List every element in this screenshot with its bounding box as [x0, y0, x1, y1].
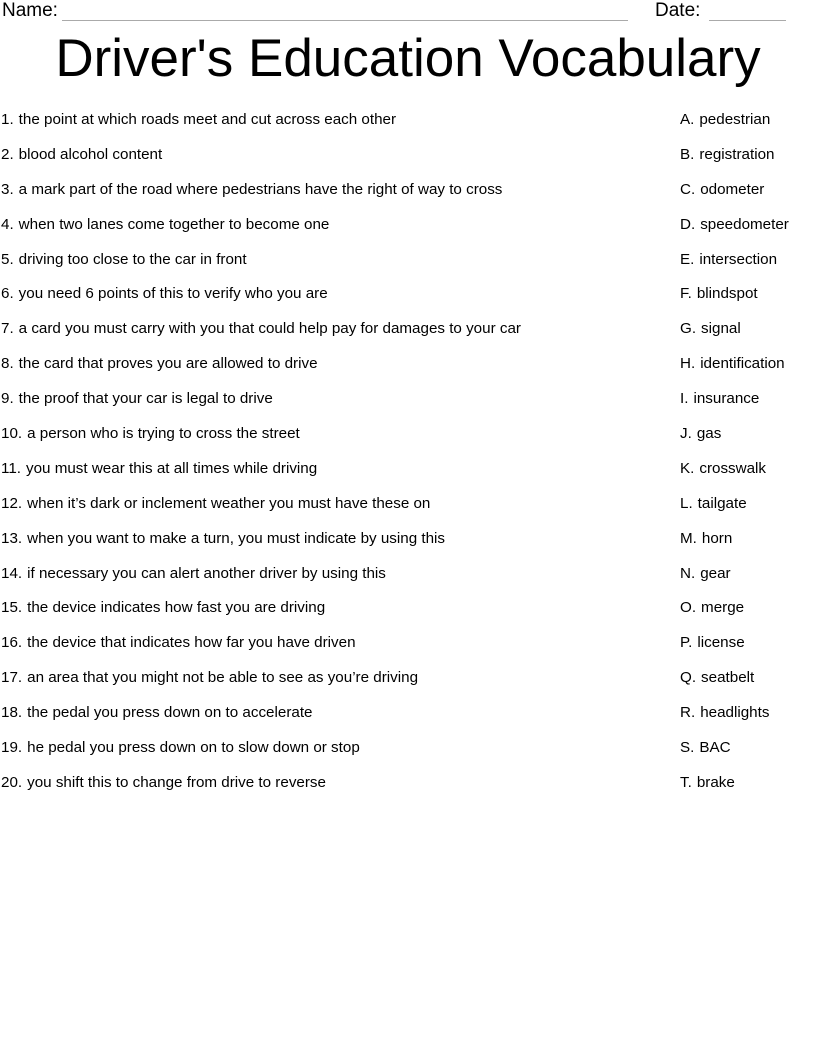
- word-bank-item: [680, 738, 815, 773]
- word-bank-letter: T.: [680, 773, 692, 791]
- clue-number: 7.: [1, 320, 14, 338]
- clues-list: [1, 110, 673, 808]
- word-bank-item: [680, 598, 815, 633]
- clue-item: [1, 180, 673, 215]
- clue-number: 8.: [1, 355, 14, 373]
- clue-text: the point at which roads meet and cut across each other: [18, 111, 397, 128]
- clue-text: the device indicates how fast you are driving: [27, 599, 326, 617]
- clue-item: [1, 354, 673, 389]
- clue-text: you shift this to change from drive to reverse: [27, 773, 326, 791]
- word-bank-item: [680, 180, 815, 215]
- word-bank-word: license: [697, 634, 745, 652]
- date-blank-line: [709, 5, 786, 21]
- clue-item: [1, 319, 673, 354]
- clue-item: [1, 215, 673, 250]
- clue-item: [1, 250, 673, 285]
- clue-number: 12.: [1, 494, 23, 512]
- clue-number: 3.: [1, 180, 14, 198]
- word-bank-letter: G.: [680, 320, 697, 338]
- clue-number: 18.: [1, 704, 23, 722]
- clue-number: 1.: [1, 111, 14, 128]
- clue-text: the proof that your car is legal to drive: [18, 390, 273, 408]
- word-bank-word: intersection: [699, 250, 778, 268]
- word-bank-letter: K.: [680, 459, 695, 477]
- word-bank-word: horn: [701, 529, 733, 547]
- word-bank-word: merge: [701, 599, 745, 617]
- clue-number: 14.: [1, 564, 23, 582]
- clue-item: [1, 738, 673, 773]
- clue-item: [1, 389, 673, 424]
- clue-text: when you want to make a turn, you must indicate by using this: [27, 529, 446, 547]
- clue-number: 2.: [1, 145, 14, 163]
- word-bank-letter: E.: [680, 250, 695, 268]
- word-bank-item: [680, 424, 815, 459]
- word-bank-word: blindspot: [696, 285, 758, 303]
- word-bank-word: signal: [701, 320, 741, 338]
- clue-text: the pedal you press down on to accelerate: [27, 704, 313, 722]
- word-bank-letter: H.: [680, 355, 696, 373]
- word-bank-word: identification: [700, 355, 785, 373]
- clue-text: driving too close to the car in front: [18, 250, 247, 268]
- word-bank-item: [680, 529, 815, 564]
- word-bank-item: [680, 773, 815, 808]
- clue-item: [1, 494, 673, 529]
- clue-number: 10.: [1, 425, 23, 443]
- clue-number: 6.: [1, 285, 14, 303]
- word-bank-item: [680, 319, 815, 354]
- clue-text: if necessary you can alert another driver by using this: [27, 564, 386, 582]
- clue-number: 13.: [1, 529, 23, 547]
- word-bank-letter: B.: [680, 145, 695, 163]
- clue-text: a person who is trying to cross the street: [27, 425, 300, 443]
- page-title: Driver's Education Vocabulary: [55, 29, 761, 88]
- clue-number: 4.: [1, 215, 14, 233]
- clue-text: a card you must carry with you that could help pay for damages to your car: [18, 320, 521, 338]
- word-bank-item: [680, 494, 815, 529]
- clue-number: 15.: [1, 599, 23, 617]
- word-bank-item: [680, 284, 815, 319]
- clue-text: the device that indicates how far you have driven: [27, 634, 356, 652]
- word-bank-letter: A.: [680, 111, 695, 128]
- word-bank-item: [680, 633, 815, 668]
- clue-item: [1, 110, 673, 145]
- clue-item: [1, 529, 673, 564]
- clue-number: 16.: [1, 634, 23, 652]
- clue-item: [1, 773, 673, 808]
- word-bank-letter: L.: [680, 494, 693, 512]
- clue-text: a mark part of the road where pedestrians have the right of way to cross: [18, 180, 503, 198]
- clue-item: [1, 424, 673, 459]
- clue-number: 19.: [1, 739, 23, 757]
- word-bank-word: tailgate: [697, 494, 747, 512]
- word-bank-word: pedestrian: [699, 111, 771, 128]
- clue-number: 11.: [1, 459, 21, 477]
- clue-text: an area that you might not be able to see as you’re driving: [27, 669, 419, 687]
- clue-item: [1, 145, 673, 180]
- word-bank-letter: Q.: [680, 669, 697, 687]
- word-bank-letter: C.: [680, 180, 696, 198]
- clue-item: [1, 459, 673, 494]
- word-bank-item: [680, 110, 815, 145]
- word-bank-word: registration: [699, 145, 775, 163]
- clue-item: [1, 598, 673, 633]
- clue-text: when two lanes come together to become one: [18, 215, 330, 233]
- word-bank-word: speedometer: [700, 215, 789, 233]
- word-bank-letter: R.: [680, 704, 696, 722]
- word-bank-word: gas: [696, 425, 722, 443]
- name-blank-line: [62, 5, 628, 21]
- clue-item: [1, 633, 673, 668]
- word-bank-word: seatbelt: [701, 669, 755, 687]
- word-bank-letter: I.: [680, 390, 689, 408]
- name-label: Name:: [2, 0, 58, 21]
- word-bank-word: odometer: [700, 180, 765, 198]
- clue-text: blood alcohol content: [18, 145, 163, 163]
- clue-item: [1, 284, 673, 319]
- word-bank-item: [680, 459, 815, 494]
- clue-item: [1, 703, 673, 738]
- word-bank-item: [680, 145, 815, 180]
- word-bank-letter: S.: [680, 739, 695, 757]
- word-bank-item: [680, 389, 815, 424]
- word-bank-word: brake: [696, 773, 735, 791]
- word-bank-item: [680, 564, 815, 599]
- clue-number: 5.: [1, 250, 14, 268]
- clue-item: [1, 564, 673, 599]
- word-bank-letter: J.: [680, 425, 692, 443]
- clue-number: 17.: [1, 669, 23, 687]
- word-bank-letter: D.: [680, 215, 696, 233]
- clue-item: [1, 668, 673, 703]
- word-bank-list: [680, 110, 815, 808]
- word-bank-letter: M.: [680, 529, 697, 547]
- word-bank-word: headlights: [700, 704, 770, 722]
- date-label: Date:: [655, 0, 701, 21]
- word-bank-word: gear: [700, 564, 731, 582]
- clue-text: when it’s dark or inclement weather you must have these on: [27, 494, 431, 512]
- word-bank-word: insurance: [693, 390, 760, 408]
- word-bank-letter: N.: [680, 564, 696, 582]
- clue-text: you must wear this at all times while driving: [26, 459, 318, 477]
- word-bank-item: [680, 703, 815, 738]
- word-bank-item: [680, 354, 815, 389]
- clue-text: you need 6 points of this to verify who you are: [18, 285, 328, 303]
- word-bank-item: [680, 250, 815, 285]
- clue-number: 20.: [1, 773, 23, 791]
- clue-text: he pedal you press down on to slow down or stop: [27, 739, 360, 757]
- word-bank-letter: O.: [680, 599, 697, 617]
- clue-number: 9.: [1, 390, 14, 408]
- clue-text: the card that proves you are allowed to drive: [18, 355, 318, 373]
- word-bank-word: BAC: [699, 739, 731, 757]
- word-bank-word: crosswalk: [699, 459, 767, 477]
- word-bank-item: [680, 215, 815, 250]
- word-bank-item: [680, 668, 815, 703]
- word-bank-letter: P.: [680, 634, 693, 652]
- word-bank-letter: F.: [680, 285, 692, 303]
